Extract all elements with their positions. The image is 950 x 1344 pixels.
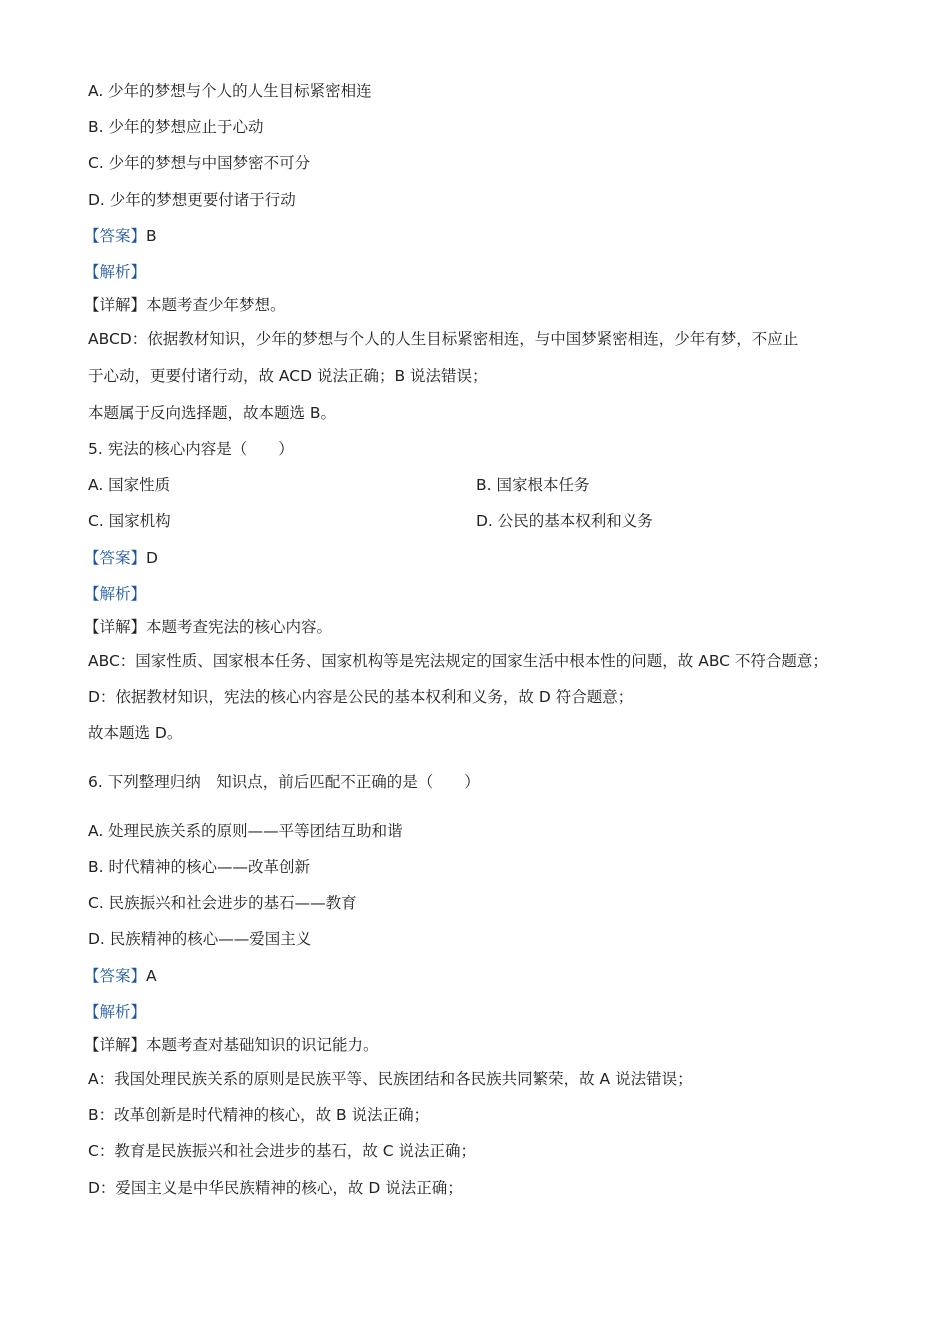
q6-question: 6. 下列整理归纳 知识点，前后匹配不正确的是（ ） <box>88 773 480 791</box>
q5-detail <box>84 617 332 637</box>
q5-explanation-line: 故本题选 D。 <box>88 724 183 742</box>
q4-answer <box>84 226 157 246</box>
q5-analysis-tag: 【解析】 <box>84 585 147 603</box>
q6-detail <box>84 1035 379 1055</box>
answer-tag: 【答案】 <box>84 227 147 245</box>
q4-analysis-tag: 【解析】 <box>84 263 147 281</box>
q6-explanation-b: B：改革创新是时代精神的核心，故 B 说法正确； <box>88 1106 430 1124</box>
answer-tag: 【答案】 <box>84 967 147 985</box>
q5-question: 5. 宪法的核心内容是（ ） <box>88 440 294 458</box>
q4-explanation-line: 于心动，更要付诸行动，故 ACD 说法正确；B 说法错误； <box>88 367 488 385</box>
q4-option-a: A. 少年的梦想与个人的人生目标紧密相连 <box>88 82 372 100</box>
answer-tag: 【答案】 <box>84 549 147 567</box>
detail-tag: 【详解】 <box>84 1036 147 1054</box>
q6-option-c: C. 民族振兴和社会进步的基石——教育 <box>88 894 357 912</box>
q6-explanation-d: D：爱国主义是中华民族精神的核心，故 D 说法正确； <box>88 1179 463 1197</box>
q4-explanation-line: 本题属于反向选择题，故本题选 B。 <box>88 404 337 422</box>
q4-detail <box>84 295 286 315</box>
q6-option-b: B. 时代精神的核心——改革创新 <box>88 858 310 876</box>
q5-explanation-line: D：依据教材知识，宪法的核心内容是公民的基本权利和义务，故 D 符合题意； <box>88 688 634 706</box>
detail-tag: 【详解】 <box>84 618 147 636</box>
answer-value: A <box>146 967 157 985</box>
answer-value: B <box>146 227 157 245</box>
q5-option-b: B. 国家根本任务 <box>476 476 590 494</box>
detail-text: 本题考查少年梦想。 <box>146 296 286 314</box>
q4-explanation-line: ABCD：依据教材知识，少年的梦想与个人的人生目标紧密相连，与中国梦紧密相连，少年有梦，不应止 <box>88 330 799 348</box>
q4-option-c: C. 少年的梦想与中国梦密不可分 <box>88 154 311 172</box>
q6-option-d: D. 民族精神的核心——爱国主义 <box>88 930 312 948</box>
detail-text: 本题考查对基础知识的识记能力。 <box>146 1036 379 1054</box>
q5-option-d: D. 公民的基本权利和义务 <box>476 512 653 530</box>
q6-explanation-a: A：我国处理民族关系的原则是民族平等、民族团结和各民族共同繁荣，故 A 说法错误； <box>88 1070 693 1088</box>
detail-tag: 【详解】 <box>84 296 147 314</box>
q4-option-b: B. 少年的梦想应止于心动 <box>88 118 264 136</box>
answer-value: D <box>146 549 158 567</box>
q5-option-c: C. 国家机构 <box>88 512 171 530</box>
q6-answer <box>84 966 157 986</box>
q5-option-a: A. 国家性质 <box>88 476 171 494</box>
q4-option-d: D. 少年的梦想更要付诸于行动 <box>88 191 296 209</box>
q6-analysis-tag: 【解析】 <box>84 1003 147 1021</box>
q5-answer <box>84 548 158 568</box>
q6-explanation-c: C：教育是民族振兴和社会进步的基石，故 C 说法正确； <box>88 1142 477 1160</box>
detail-text: 本题考查宪法的核心内容。 <box>146 618 333 636</box>
q6-option-a: A. 处理民族关系的原则——平等团结互助和谐 <box>88 822 403 840</box>
q5-explanation-line: ABC：国家性质、国家根本任务、国家机构等是宪法规定的国家生活中根本性的问题，故 ABC 不符合题意； <box>88 652 828 670</box>
